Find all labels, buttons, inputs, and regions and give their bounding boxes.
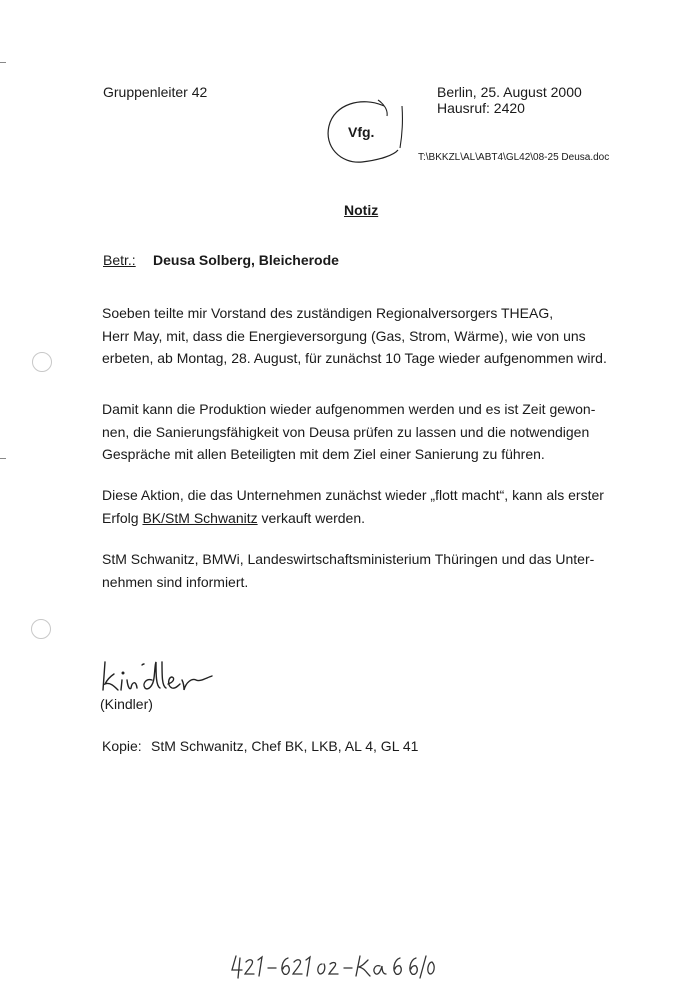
signatory-name: (Kindler) [100, 696, 153, 712]
file-path: T:\BKKZL\AL\ABT4\GL42\08-25 Deusa.doc [418, 152, 610, 163]
paragraph-line: Gespräche mit allen Beteiligten mit dem Ziel einer Sanierung zu führen. [102, 446, 545, 462]
page-edge-mark [0, 458, 6, 459]
paragraph-1 [102, 302, 662, 370]
paragraph-line: Soeben teilte mir Vorstand des zuständigen Regionalversorgers THEAG, [102, 305, 554, 321]
paragraph-line [102, 507, 662, 530]
paragraph-line: Diese Aktion, die das Unternehmen zunächst wieder „flott macht“, kann als erster [102, 487, 604, 503]
handwritten-signature [100, 658, 220, 698]
stamp-text: Vfg. [348, 124, 375, 140]
phone-line: Hausruf: 2420 [437, 100, 525, 116]
subject-label: Betr.: [103, 252, 136, 268]
copy-label: Kopie: [102, 738, 142, 754]
paragraph-line: Herr May, mit, dass die Energieversorgung (Gas, Strom, Wärme), wie von uns [102, 327, 586, 344]
paragraph-3 [102, 484, 662, 529]
paragraph-line: Damit kann die Produktion wieder aufgenommen werden und es ist Zeit gewon- [102, 401, 596, 417]
punch-hole [31, 619, 51, 639]
copy-recipients: StM Schwanitz, Chef BK, LKB, AL 4, GL 41 [151, 738, 419, 754]
underlined-reference: BK/StM Schwanitz [142, 509, 258, 526]
paragraph-line: erbeten, ab Montag, 28. August, für zunächst 10 Tage wieder aufgenommen wird. [102, 350, 607, 366]
paragraph-line: nehmen sind informiert. [102, 573, 249, 590]
paragraph-text: verkauft werden. [257, 509, 366, 526]
paragraph-line: nen, die Sanierungsfähigkeit von Deusa prüfen zu lassen und die notwendigen [102, 423, 590, 440]
document-title: Notiz [344, 202, 379, 218]
subject-text: Deusa Solberg, Bleicherode [153, 252, 339, 268]
paragraph-text: Erfolg [102, 509, 143, 526]
punch-hole [32, 352, 52, 372]
page-edge-mark [0, 62, 6, 63]
paragraph-4 [102, 548, 662, 593]
date-line: Berlin, 25. August 2000 [437, 84, 582, 100]
handwritten-file-reference [228, 952, 438, 982]
paragraph-2 [102, 398, 662, 466]
sender-department: Gruppenleiter 42 [103, 84, 208, 100]
paragraph-line: StM Schwanitz, BMWi, Landeswirtschaftsministerium Thüringen und das Unter- [102, 551, 595, 567]
